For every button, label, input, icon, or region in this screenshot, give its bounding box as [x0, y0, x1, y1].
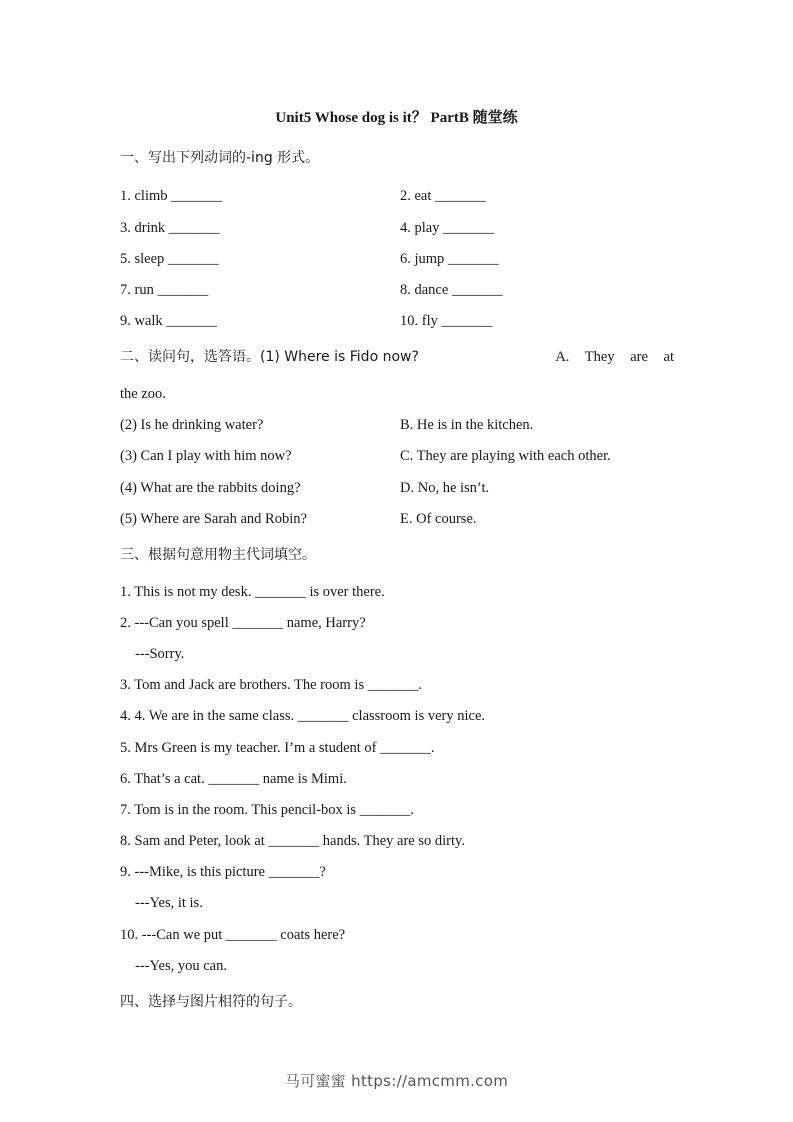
- answer-option-continued: the zoo.: [120, 386, 166, 402]
- section3-heading: 三、根据句意用物主代词填空。: [120, 547, 316, 563]
- question-item: (5) Where are Sarah and Robin?: [120, 511, 307, 527]
- exercise-item: 4. play _______: [400, 220, 494, 236]
- answer-option: B. He is in the kitchen.: [400, 417, 534, 433]
- sentence-item: 5. Mrs Green is my teacher. I’m a student of _______.: [120, 740, 435, 756]
- answer-option: D. No, he isn’t.: [400, 480, 490, 496]
- sentence-item: 10. ---Can we put _______ coats here?: [120, 927, 346, 943]
- sentence-reply: ---Yes, you can.: [135, 958, 227, 974]
- exercise-item: 1. climb _______: [120, 188, 222, 204]
- answer-option: A. They are at: [555, 349, 674, 365]
- exercise-item: 7. run _______: [120, 282, 209, 298]
- question-item: (2) Is he drinking water?: [120, 417, 264, 433]
- exercise-item: 8. dance _______: [400, 282, 503, 298]
- section1-heading: 一、写出下列动词的-ing 形式。: [120, 150, 320, 166]
- answer-option: C. They are playing with each other.: [400, 448, 611, 464]
- exercise-item: 6. jump _______: [400, 251, 499, 267]
- sentence-item: 8. Sam and Peter, look at _______ hands. They are so dirty.: [120, 833, 465, 849]
- sentence-item: 7. Tom is in the room. This pencil-box is _______.: [120, 802, 415, 818]
- exercise-item: 5. sleep _______: [120, 251, 219, 267]
- question-item: (4) What are the rabbits doing?: [120, 480, 301, 496]
- sentence-item: 4. 4. We are in the same class. _______ classroom is very nice.: [120, 708, 485, 724]
- sentence-item: 6. That’s a cat. _______ name is Mimi.: [120, 771, 347, 787]
- page-title: Unit5 Whose dog is it？ PartB 随堂练: [275, 110, 518, 126]
- answer-option: E. Of course.: [400, 511, 477, 527]
- exercise-item: 2. eat _______: [400, 188, 486, 204]
- section2-heading-row: [120, 347, 674, 367]
- footer-watermark: 马可蜜蜜 https://amcmm.com: [284, 1072, 509, 1090]
- question-item: (3) Can I play with him now?: [120, 448, 292, 464]
- section4-heading: 四、选择与图片相符的句子。: [120, 994, 302, 1010]
- sentence-item: 3. Tom and Jack are brothers. The room is _______.: [120, 677, 423, 693]
- sentence-reply: ---Sorry.: [135, 646, 185, 662]
- sentence-item: 1. This is not my desk. _______ is over there.: [120, 584, 385, 600]
- sentence-reply: ---Yes, it is.: [135, 895, 203, 911]
- exercise-item: 3. drink _______: [120, 220, 220, 236]
- exercise-item: 9. walk _______: [120, 313, 218, 329]
- sentence-item: 9. ---Mike, is this picture _______?: [120, 864, 326, 880]
- sentence-item: 2. ---Can you spell _______ name, Harry?: [120, 615, 366, 631]
- section2-heading: 二、读问句，选答语。(1) Where is Fido now?: [120, 349, 419, 365]
- exercise-item: 10. fly _______: [400, 313, 493, 329]
